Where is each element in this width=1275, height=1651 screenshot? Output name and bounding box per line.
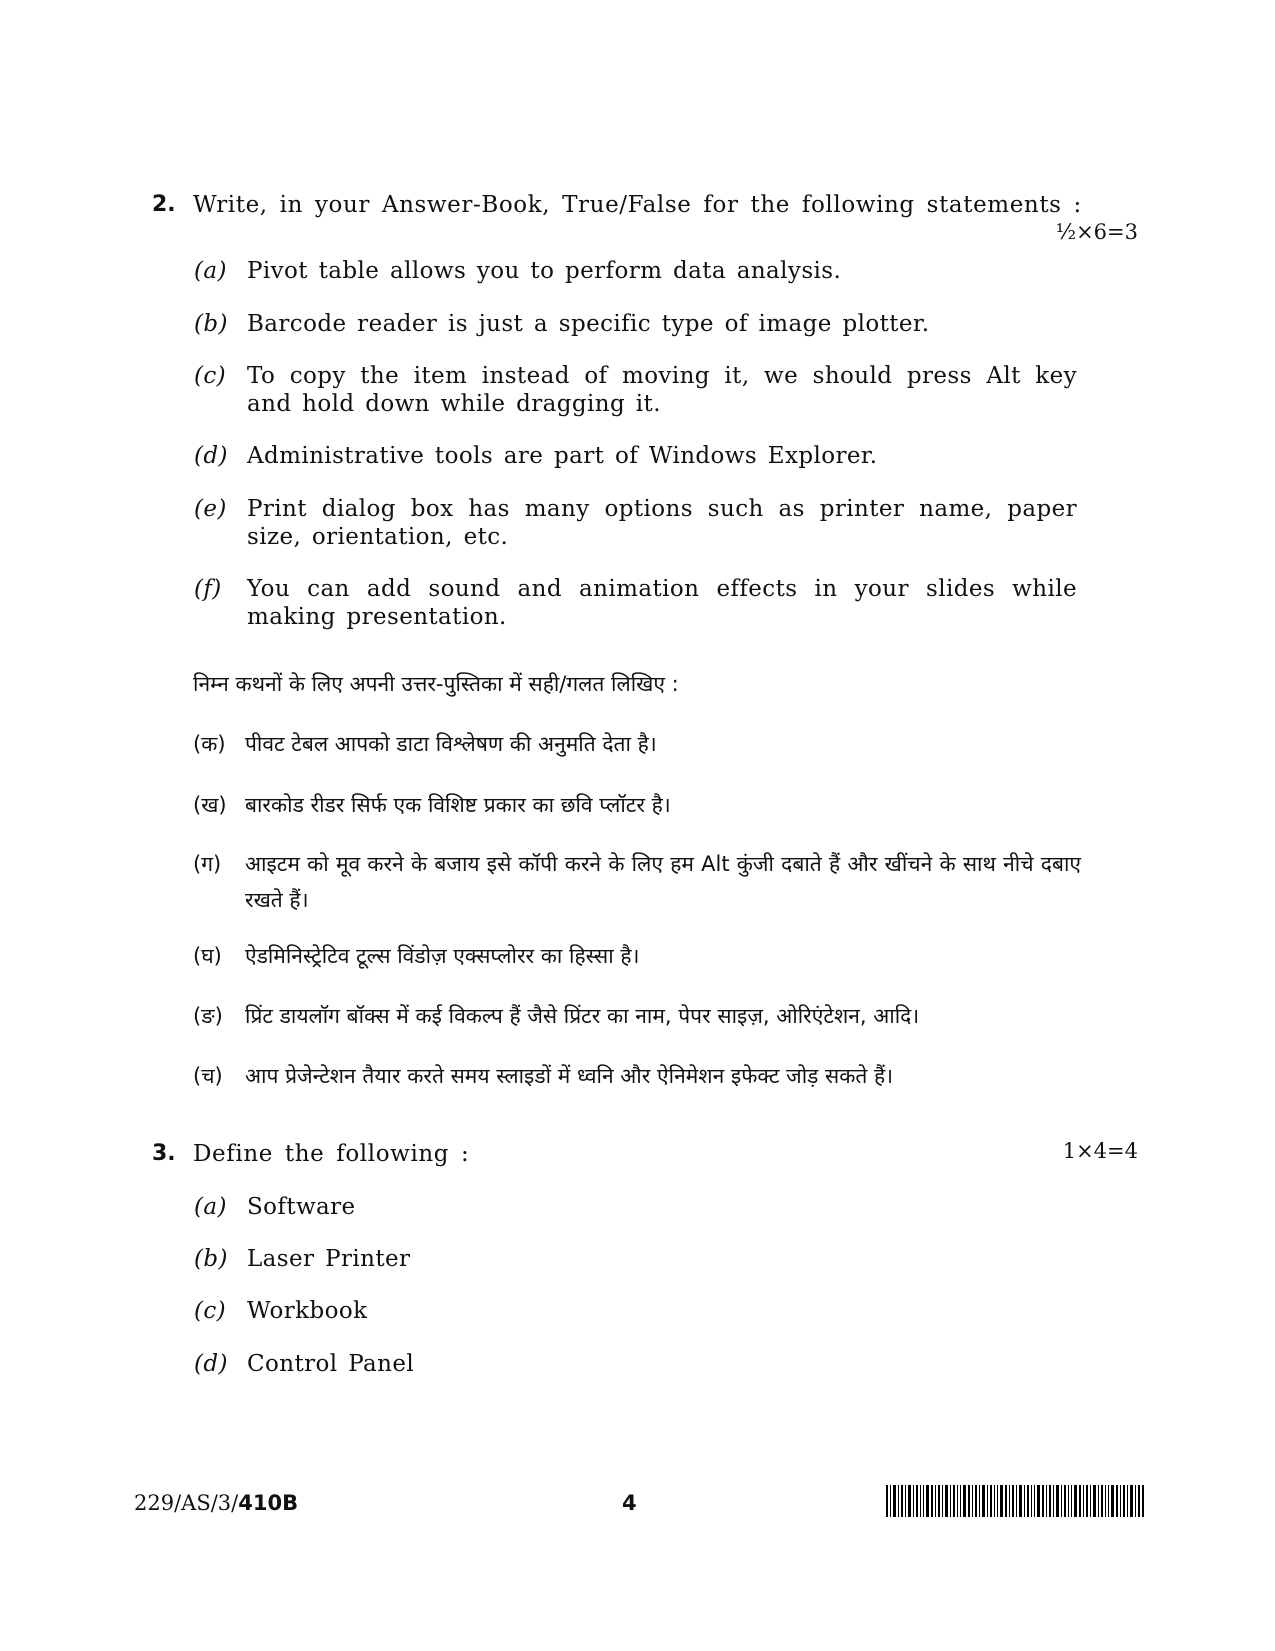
item-text: प्रिंट डायलॉग बॉक्स में कई विकल्प हैं जैसे प्रिंटर का नाम, पेपर साइज़, ओरिएंटेशन, आदि।	[245, 1004, 920, 1028]
item-label: (c)	[194, 363, 227, 389]
item-text: To copy the item instead of moving it, we should press Alt key and hold down while dragging it.	[247, 363, 1077, 417]
item-text: Control Panel	[247, 1351, 415, 1377]
item-text: बारकोड रीडर सिर्फ एक विशिष्ट प्रकार का छवि प्लॉटर है।	[245, 793, 671, 817]
paper-code-bold: 410B	[238, 1491, 299, 1515]
item-text: Print dialog box has many options such as printer name, paper size, orientation, etc.	[247, 496, 1077, 550]
item-label: (f)	[194, 576, 222, 602]
item-label: (a)	[194, 258, 227, 284]
item-text: Workbook	[247, 1298, 368, 1324]
item-text: Laser Printer	[247, 1246, 411, 1272]
marks: 1×4=4	[1062, 1139, 1138, 1163]
item-label: (ग)	[193, 852, 222, 876]
item-label: (च)	[193, 1064, 223, 1088]
page-number: 4	[622, 1491, 637, 1515]
item-text: Administrative tools are part of Windows Explorer.	[247, 443, 878, 469]
barcode-icon	[886, 1485, 1144, 1517]
item-label: (क)	[193, 732, 226, 756]
item-text: Pivot table allows you to perform data analysis.	[247, 258, 842, 284]
question-number: 3.	[152, 1141, 176, 1166]
item-label: (b)	[194, 311, 228, 337]
question-text: Write, in your Answer-Book, True/False for the following statements :	[193, 192, 1082, 218]
item-text: You can add sound and animation effects in your slides while making presentation.	[247, 576, 1077, 630]
item-label: (घ)	[193, 944, 222, 968]
paper-code-prefix: 229/AS/3/	[134, 1491, 239, 1515]
item-label: (e)	[194, 496, 227, 522]
item-label: (b)	[194, 1246, 228, 1272]
item-text: आइटम को मूव करने के बजाय इसे कॉपी करने के लिए हम Alt कुंजी दबाते हैं और खींचने के साथ नीचे दबाए रखते हैं।	[245, 852, 1081, 912]
marks: ½×6=3	[1055, 220, 1138, 244]
item-text: पीवट टेबल आपको डाटा विश्लेषण की अनुमति देता है।	[245, 732, 657, 756]
question-number: 2.	[152, 192, 176, 217]
item-text: आप प्रेजेन्टेशन तैयार करते समय स्लाइडों में ध्वनि और ऐनिमेशन इफेक्ट जोड़ सकते हैं।	[245, 1064, 894, 1088]
item-label: (ङ)	[193, 1004, 223, 1028]
item-label: (d)	[194, 443, 228, 469]
item-label: (ख)	[193, 793, 227, 817]
item-label: (c)	[194, 1298, 227, 1324]
paper-code	[134, 1491, 298, 1515]
item-text: Software	[247, 1194, 356, 1220]
item-text: ऐडमिनिस्ट्रेटिव टूल्स विंडोज़ एक्सप्लोरर का हिस्सा है।	[245, 944, 640, 968]
item-label: (d)	[194, 1351, 228, 1377]
item-label: (a)	[194, 1194, 227, 1220]
item-text: Barcode reader is just a specific type of image plotter.	[247, 311, 930, 337]
question-text: Define the following :	[193, 1141, 470, 1167]
